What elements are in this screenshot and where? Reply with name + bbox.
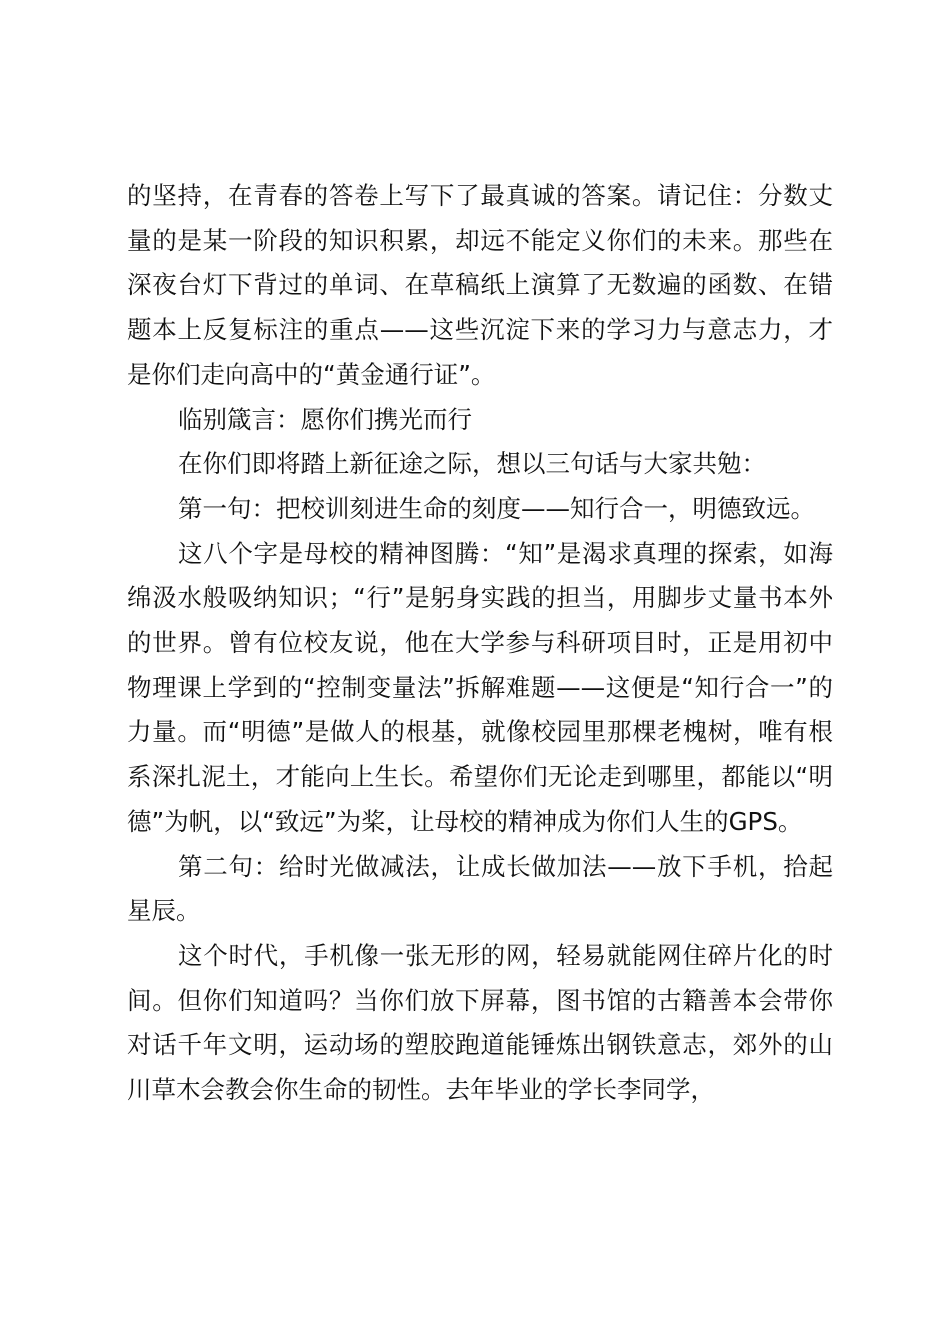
paragraph-point-one: 这八个字是母校的精神图腾：“知”是渴求真理的探索，如海绵汲水般吸纳知识；“行”是躬身实践的担当，用脚步丈量书本外的世界。曾有位校友说，他在大学参与科研项目时，正是用初中物理课上学到的“控制变量法”拆解难题——这便是“知行合一”的力量。而“明德”是做人的根基，就像校园里那棵老槐树，唯有根系深扎泥土，才能向上生长。希望你们无论走到哪里，都能以“明德”为帆，以“致远”为桨，让母校的精神成为你们人生的GPS。: [127, 538, 833, 836]
point-two-heading: 第二句：给时光做减法，让成长做加法——放下手机，拾起星辰。: [127, 851, 833, 926]
document-body: [127, 174, 833, 1113]
paragraph-point-two: 这个时代，手机像一张无形的网，轻易就能网住碎片化的时间。但你们知道吗？当你们放下屏幕，图书馆的古籍善本会带你对话千年文明，运动场的塑胶跑道能锤炼出钢铁意志，郊外的山川草木会教会你生命的韧性。去年毕业的学长李同学，: [127, 940, 833, 1105]
paragraph-continuation: 的坚持，在青春的答卷上写下了最真诚的答案。请记住：分数丈量的是某一阶段的知识积累，却远不能定义你们的未来。那些在深夜台灯下背过的单词、在草稿纸上演算了无数遍的函数、在错题本上反复标注的重点——这些沉淀下来的学习力与意志力，才是你们走向高中的“黄金通行证”。: [127, 181, 833, 389]
point-one-heading: 第一句：把校训刻进生命的刻度——知行合一，明德致远。: [178, 493, 815, 523]
section-heading-farewell: 临别箴言：愿你们携光而行: [178, 404, 472, 434]
paragraph-intro: 在你们即将踏上新征途之际，想以三句话与大家共勉：: [178, 449, 766, 479]
